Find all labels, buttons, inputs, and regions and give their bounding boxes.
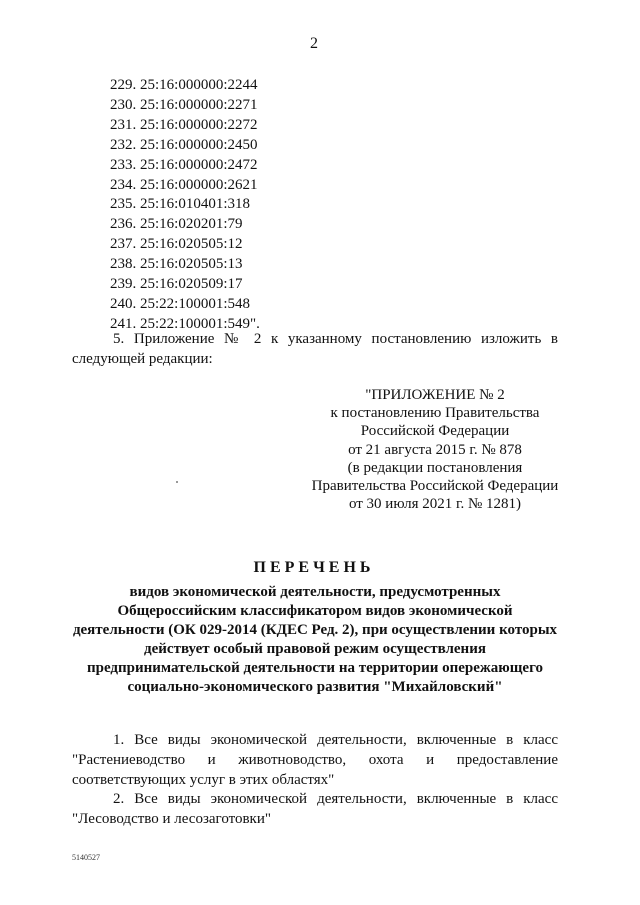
- subtitle-line: деятельности (ОК 029-2014 (КДЕС Ред. 2), при осуществлении которых: [72, 622, 558, 638]
- list-item: 230. 25:16:000000:2271: [110, 96, 258, 113]
- cadastral-number-list: [110, 76, 260, 335]
- subtitle-line: действует особый правовой режим осуществления: [144, 641, 486, 657]
- list-entry-2: [72, 789, 558, 829]
- list-item: 235. 25:16:010401:318: [110, 196, 251, 213]
- entry-line: "Растениеводство и животноводство, охота и предоставление: [72, 752, 558, 768]
- list-item: 229. 25:16:000000:2244: [110, 77, 258, 93]
- appendix-line: "ПРИЛОЖЕНИЕ № 2: [365, 387, 505, 403]
- document-subtitle: [60, 583, 570, 697]
- appendix-line: Российской Федерации: [360, 423, 510, 440]
- list-item: 234. 25:16:000000:2621: [110, 176, 258, 193]
- entry-line: "Лесоводство и лесозаготовки": [72, 811, 271, 827]
- paragraph-5-text: 5. Приложение № 2 к указанному постановлению изложить в следующей редакции:: [72, 331, 558, 367]
- scan-speck: [176, 481, 178, 483]
- list-item: 231. 25:16:000000:2272: [110, 116, 258, 133]
- subtitle-line: социально-экономического развития "Михайловский": [127, 679, 503, 695]
- entry-line: 1. Все виды экономической деятельности, включенные в класс: [113, 732, 558, 748]
- appendix-line: к постановлению Правительства: [330, 405, 540, 422]
- list-item: 241. 25:22:100001:549".: [110, 315, 260, 332]
- page-number: 2: [310, 35, 318, 52]
- list-item: 238. 25:16:020505:13: [110, 256, 243, 273]
- appendix-line: от 21 августа 2015 г. № 878: [348, 441, 522, 458]
- subtitle-line: Общероссийским классификатором видов экономической: [117, 603, 513, 619]
- list-item: 240. 25:22:100001:548: [110, 295, 251, 312]
- appendix-line: от 30 июля 2021 г. № 1281): [348, 496, 522, 513]
- list-item: 239. 25:16:020509:17: [110, 276, 243, 293]
- document-code: 5140527: [72, 853, 100, 862]
- paragraph-5: [72, 329, 558, 369]
- document-title: ПЕРЕЧЕНЬ: [253, 559, 375, 576]
- list-item: 233. 25:16:000000:2472: [110, 156, 258, 173]
- list-item: 232. 25:16:000000:2450: [110, 136, 258, 153]
- appendix-line: Правительства Российской Федерации: [311, 478, 559, 495]
- appendix-line: (в редакции постановления: [347, 459, 523, 476]
- list-item: 236. 25:16:020201:79: [110, 216, 243, 233]
- entry-line: 2. Все виды экономической деятельности, включенные в класс: [113, 791, 558, 807]
- list-entry-1: [72, 730, 558, 790]
- entry-line: соответствующих услуг в этих областях": [72, 772, 335, 788]
- subtitle-line: видов экономической деятельности, предусмотренных: [129, 584, 501, 600]
- subtitle-line: предпринимательской деятельности на территории опережающего: [86, 660, 544, 676]
- appendix-header: [296, 386, 574, 513]
- list-item: 237. 25:16:020505:12: [110, 236, 243, 253]
